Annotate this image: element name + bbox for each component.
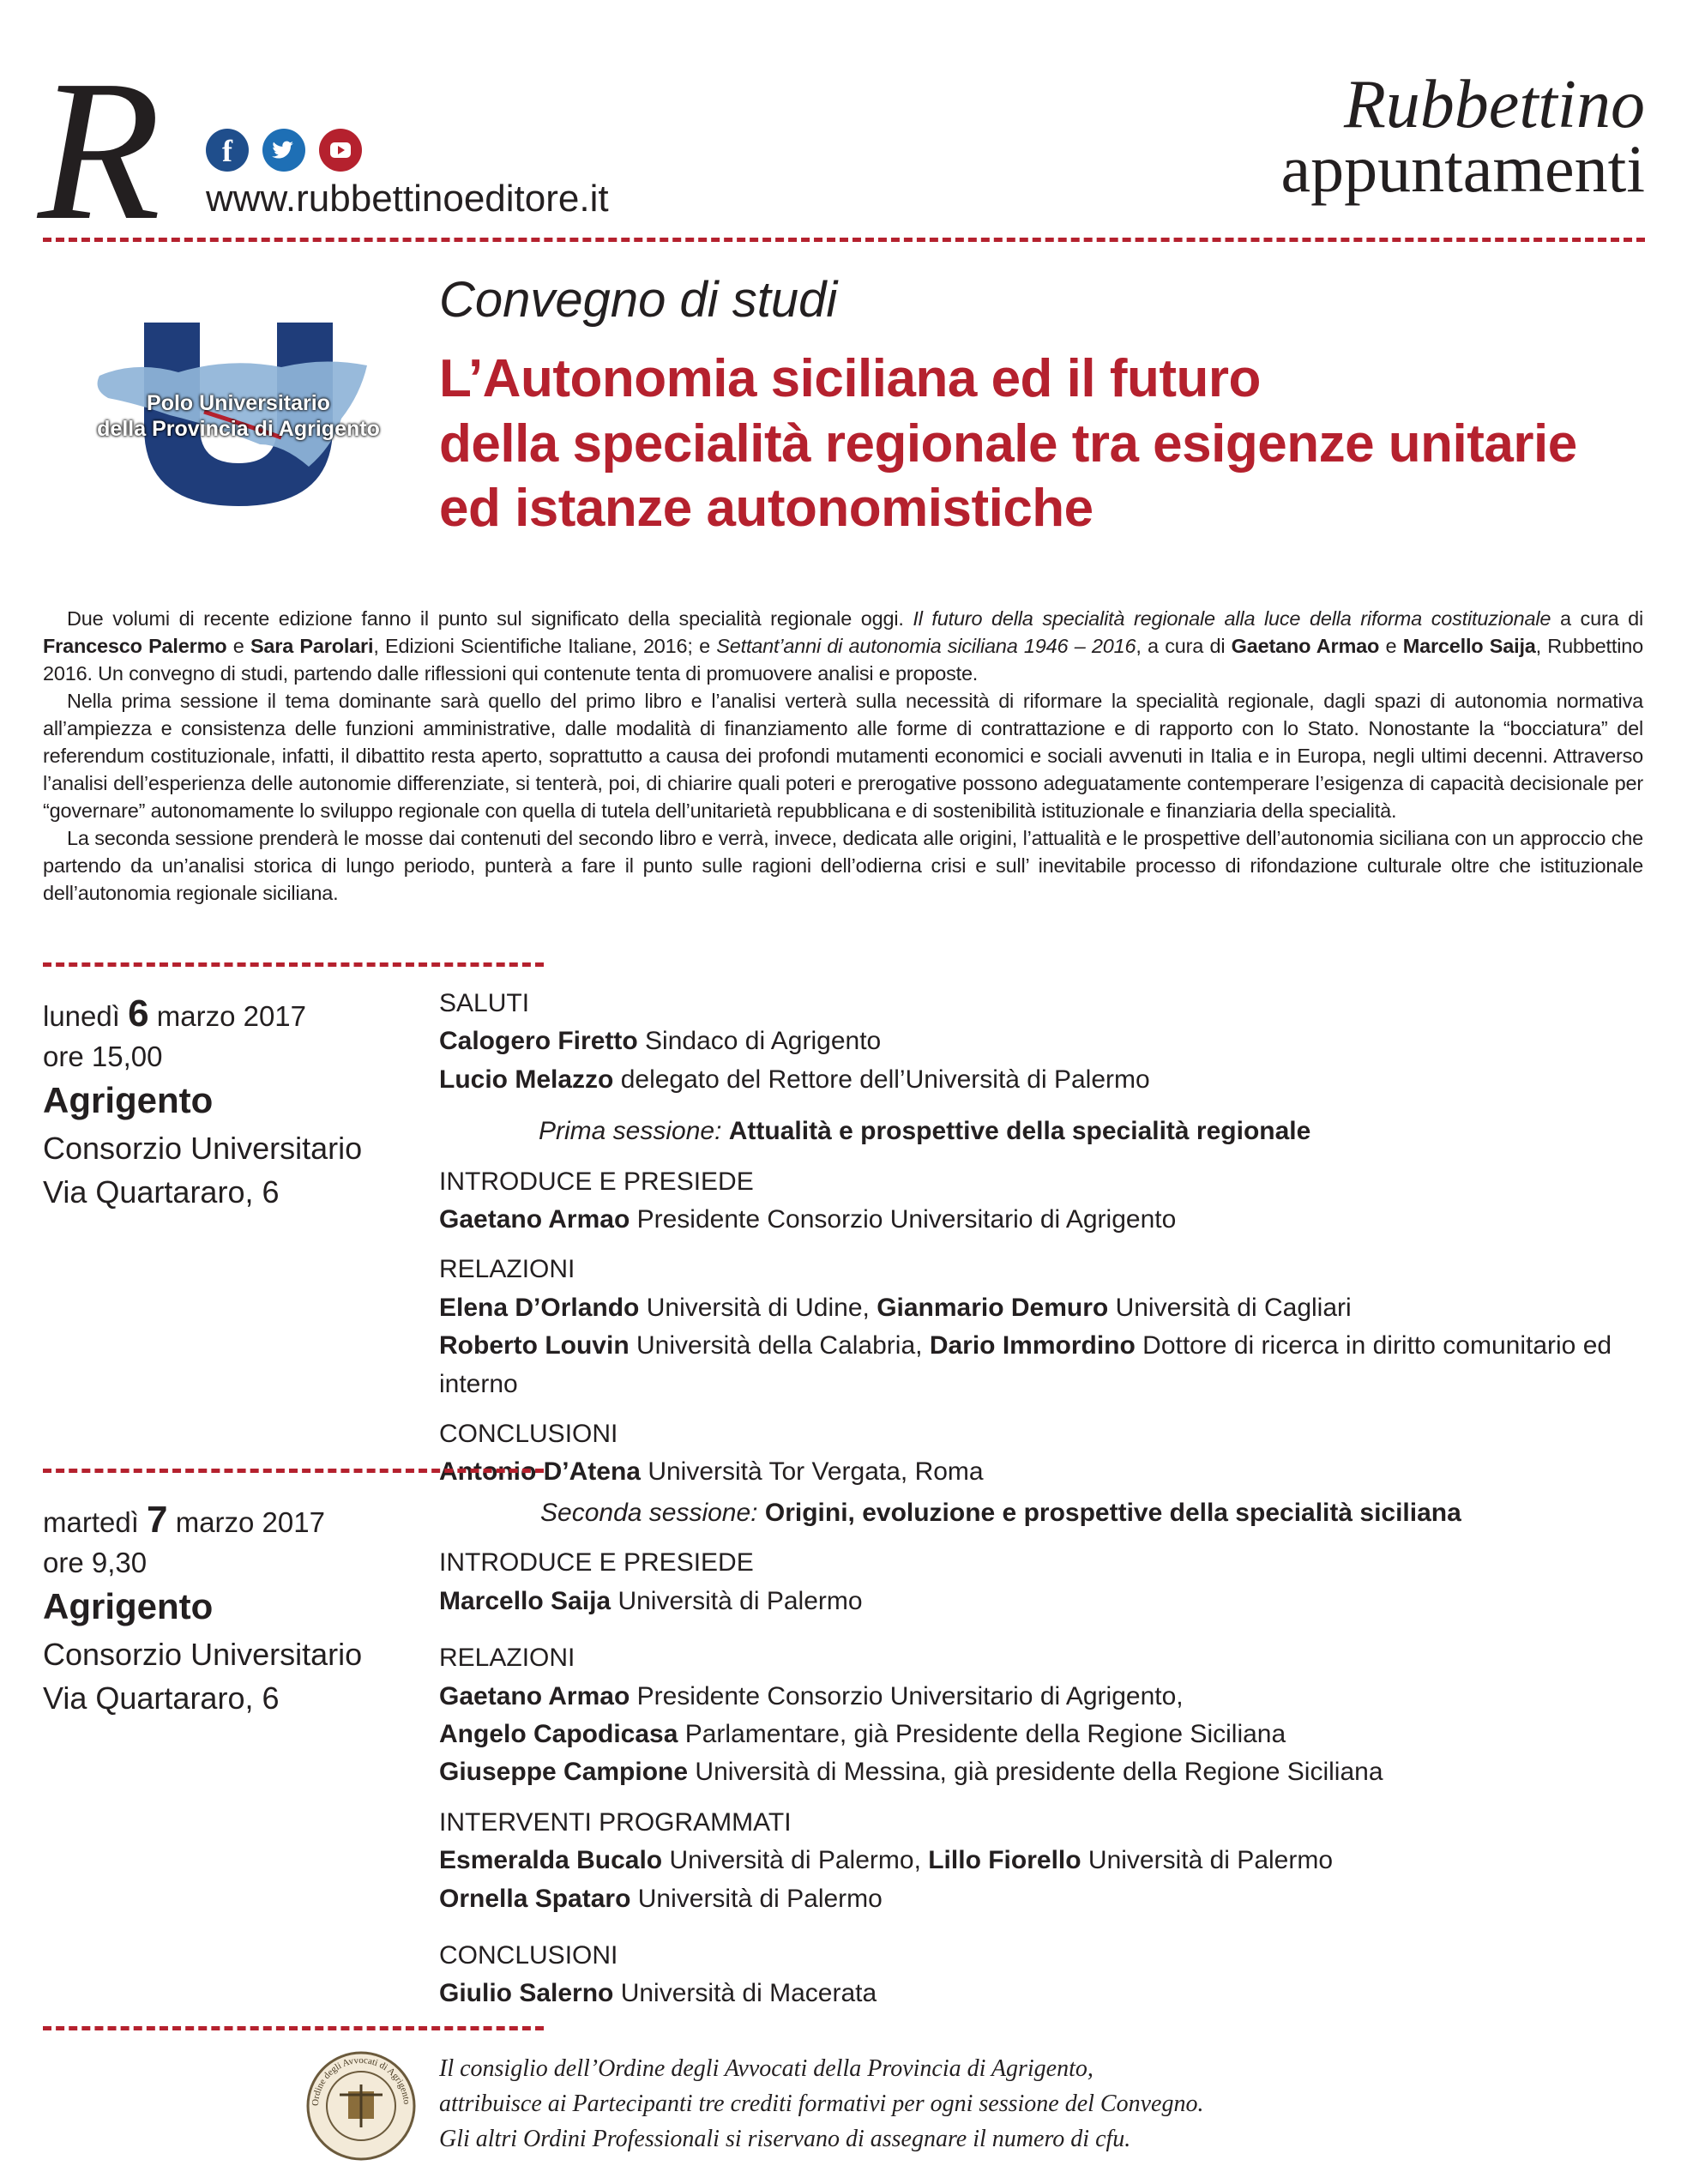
facebook-icon[interactable]: f <box>206 129 249 172</box>
twitter-icon[interactable] <box>262 129 305 172</box>
speaker-row: Antonio D’Atena Università Tor Vergata, Roma <box>439 1457 984 1487</box>
relazioni-label: RELAZIONI <box>439 1644 575 1673</box>
event-subtitle: Convegno di studi <box>439 272 838 328</box>
conclusioni-label: CONCLUSIONI <box>439 1419 618 1448</box>
speaker-row: Roberto Louvin Università della Calabria, Dario Immordino Dottore di ricerca in diritto comunitario ed interno <box>439 1331 1612 1398</box>
day1-program <box>439 985 1674 1492</box>
day1-venue: Consorzio Universitario <box>43 1131 363 1167</box>
book-title-2: Settant’anni di autonomia siciliana 1946 – 2016 <box>716 634 1136 657</box>
relazioni-label: RELAZIONI <box>439 1255 575 1284</box>
website-link[interactable]: www.rubbettinoeditore.it <box>206 178 609 220</box>
brand-subtitle: appuntamenti <box>1280 131 1645 206</box>
speaker-row: Elena D’Orlando Università di Udine, Gianmario Demuro Università di Cagliari <box>439 1293 1352 1322</box>
footer-line: Gli altri Ordini Professionali si riservano di assegnare il numero di cfu. <box>439 2125 1131 2152</box>
introduce-label: INTRODUCE E PRESIEDE <box>439 1167 754 1196</box>
speaker-row: Marcello Saija Università di Palermo <box>439 1586 863 1615</box>
day1-info <box>43 986 437 1214</box>
footer-line: Il consiglio dell’Ordine degli Avvocati della Provincia di Agrigento, <box>439 2055 1093 2082</box>
day2-time: ore 9,30 <box>43 1546 148 1578</box>
event-title-line: L’Autonomia siciliana ed il futuro <box>439 349 1261 408</box>
brand-name: Rubbettino <box>1343 67 1645 142</box>
intro-paragraph-3: La seconda sessione prenderà le mosse dai contenuti del secondo libro e verrà, invece, dedicata alle origini, l’attualità e le prospettive dell’autonomia siciliana con un approccio che partendo da un’analisi storica di lungo periodo, punterà a fare il punto sulle ragioni dell’odierna crisi e sull’ inevitabile processo di rifondazione culturale oltre che istituzionale dell’autonomia regionale siciliana. <box>43 826 1643 904</box>
speaker-row: Angelo Capodicasa Parlamentare, già Presidente della Regione Siciliana <box>439 1719 1286 1748</box>
interventi-label: INTERVENTI PROGRAMMATI <box>439 1807 792 1837</box>
intro-paragraph-2: Nella prima sessione il tema dominante sarà quello del primo libro e l’analisi verterà sulla necessità di riformare la specialità regionale, dagli spazi di autonomia normativa all’ampiezza e consistenza delle funzioni amministrative, dalle modalità di finanziamento alle forme di contrattazione e di rapporto con lo Stato. Nonostante la “bocciatura” del referendum costituzionale, infatti, il dibattito resta aperto, soprattutto a causa dei profondi mutamenti economici e sociali avvenuti in Italia e in Europa, negli ultimi decenni. Attraverso l’analisi dell’esperienza delle autonomie differenziate, si tenterà, poi, di chiarire quali poteri e prerogative possono adeguatamente contemperare l’esigenza di capacità decisionale per “governare” autonomamente lo sviluppo regionale con quella di tutela dell’unitarietà repubblicana e di sostenibilità istituzionale e finanziaria della specialità. <box>43 689 1643 822</box>
day2-city: Agrigento <box>43 1585 214 1626</box>
footer-note <box>439 2052 1674 2157</box>
seal-text: Ordine degli Avvocati di Agrigento <box>310 2054 413 2107</box>
day1-time: ore 15,00 <box>43 1040 163 1072</box>
session-2-heading: Seconda sessione: Origini, evoluzione e prospettive della specialità siciliana <box>540 1499 1461 1527</box>
footer-divider <box>43 2026 544 2030</box>
day1-address: Via Quartararo, 6 <box>43 1173 280 1210</box>
event-title-line: ed istanze autonomistiche <box>439 479 1093 539</box>
day2-address: Via Quartararo, 6 <box>43 1680 280 1716</box>
day2-date: martedì 7 marzo 2017 <box>43 1499 325 1541</box>
day1-city: Agrigento <box>43 1079 214 1120</box>
speaker-row: Gaetano Armao Presidente Consorzio Universitario di Agrigento, <box>439 1681 1184 1710</box>
day2-divider <box>43 1469 544 1473</box>
polo-logo-line2: della Provincia di Agrigento <box>97 417 380 441</box>
day2-info <box>43 1493 437 1720</box>
youtube-icon[interactable] <box>319 129 362 172</box>
speaker-row: Ornella Spataro Università di Palermo <box>439 1884 883 1913</box>
speaker-row: Lucio Melazzo delegato del Rettore dell’Università di Palermo <box>439 1065 1150 1094</box>
saluti-label: SALUTI <box>439 989 530 1017</box>
polo-universitario-logo <box>84 316 393 513</box>
introduce-label: INTRODUCE E PRESIEDE <box>439 1548 754 1578</box>
rubbettino-logo-letter: R <box>38 39 161 262</box>
event-title <box>439 347 1674 541</box>
ordine-avvocati-seal <box>305 2050 417 2162</box>
speaker-row: Esmeralda Bucalo Università di Palermo, Lillo Fiorello Università di Palermo <box>439 1846 1334 1875</box>
speaker-row: Giulio Salerno Università di Macerata <box>439 1979 877 2008</box>
day1-date: lunedì 6 marzo 2017 <box>43 992 307 1035</box>
header-divider <box>43 238 1645 242</box>
speaker-row: Giuseppe Campione Università di Messina, già presidente della Regione Siciliana <box>439 1758 1383 1787</box>
day2-venue: Consorzio Universitario <box>43 1637 363 1673</box>
session-1-heading: Prima sessione: Attualità e prospettive della specialità regionale <box>539 1117 1311 1146</box>
speaker-row: Gaetano Armao Presidente Consorzio Universitario di Agrigento <box>439 1204 1177 1234</box>
day1-divider <box>43 962 544 967</box>
conclusioni-label: CONCLUSIONI <box>439 1940 618 1970</box>
book-title-1: Il futuro della specialità regionale alla luce della riforma costituzionale <box>913 607 1551 630</box>
footer-line: attribuisce ai Partecipanti tre crediti formativi per ogni sessione del Convegno. <box>439 2090 1204 2117</box>
day2-program <box>439 1494 1674 2013</box>
event-title-line: della specialità regionale tra esigenze unitarie <box>439 413 1577 474</box>
intro-paragraph-1: Due volumi di recente edizione fanno il punto sul significato della specialità regionale oggi. Il futuro della specialità regionale alla luce della riforma costituzionale a cura di Francesco Palermo e Sara Parolari, Edizioni Scientifiche Italiane, 2016; e Settant’anni di autonomia siciliana 1946 – 2016, a cura di Gaetano Armao e Marcello Saija, Rubbettino 2016. Un convegno di studi, partendo dalle riflessioni qui contenute tenta di promuovere analisi e proposte. <box>43 607 1644 685</box>
polo-logo-line1: Polo Universitario <box>147 391 330 415</box>
intro-text <box>43 606 1643 907</box>
speaker-row: Calogero Firetto Sindaco di Agrigento <box>439 1027 882 1056</box>
